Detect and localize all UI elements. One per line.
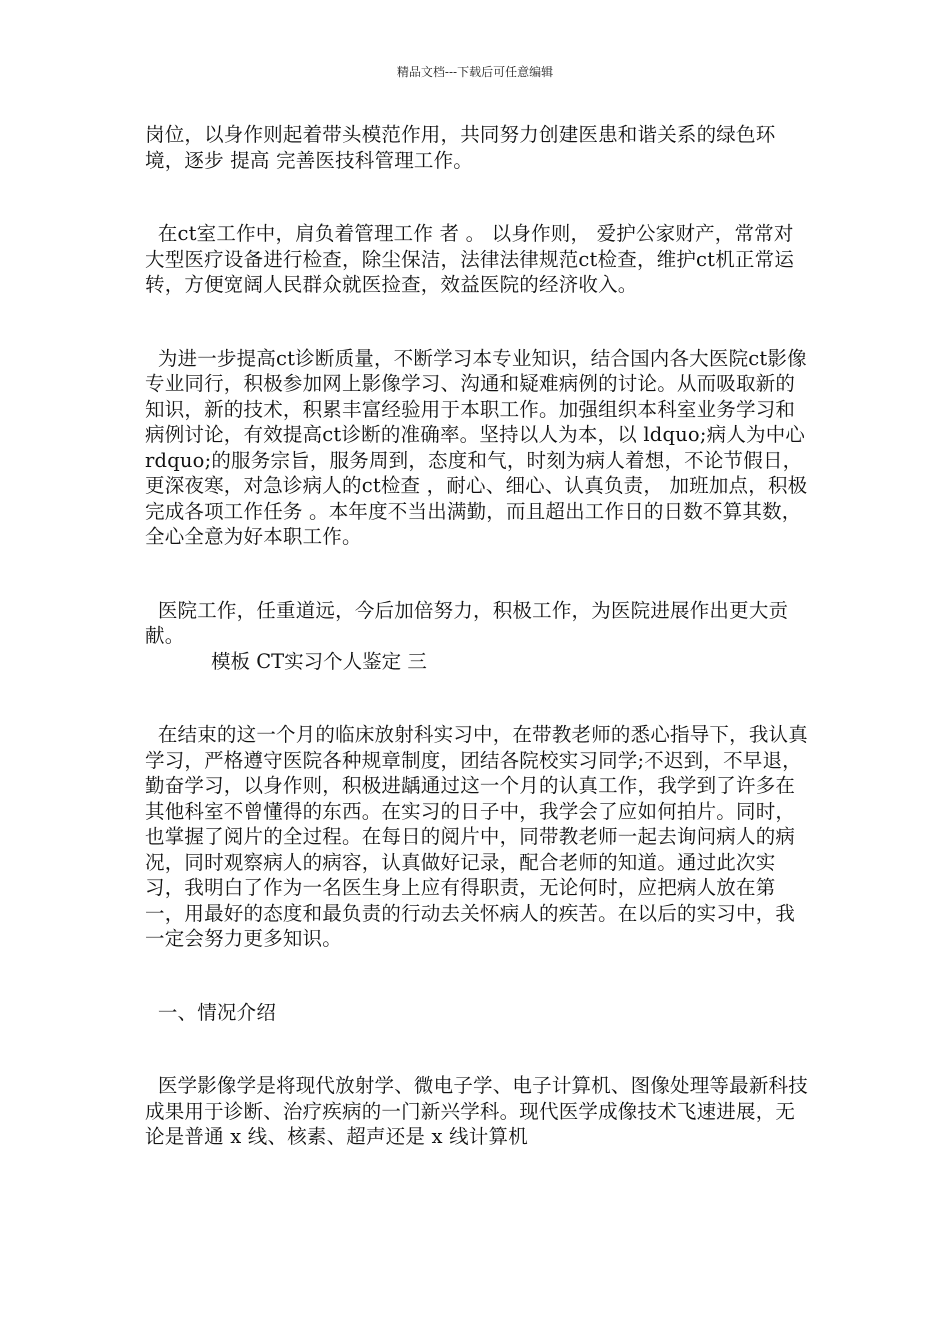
paragraph-spacer [145,1025,813,1073]
paragraph-5: 在结束的这一个月的临床放射科实习中，在带教老师的悉心指导下，我认真学习，严格遵守医院各种规章制度，团结各院校实习同学;不迟到，不早退，勤奋学习，以身作则，积极进龋通过这一个月的认真工作，我学到了许多在其他科室不曾懂得的东西。在实习的日子中，我学会了应如何拍片。同时，也掌握了阅片的全过程。在每日的阅片中，同带教老师一起去询问病人的病况，同时观察病人的病容，认真做好记录，配合老师的知道。通过此次实习，我明白了作为一名医生身上应有得职责，无论何时，应把病人放在第一，用最好的态度和最负责的行动去关怀病人的疾苦。在以后的实习中，我一定会努力更多知识。 [145,723,808,950]
paragraph-3: 为进一步提高ct诊断质量，不断学习本专业知识，结合国内各大医院ct影像专业同行，积极参加网上影像学习、沟通和疑难病例的讨论。从而吸取新的知识，新的技术，积累丰富经验用于本职工作。加强组织本科室业务学习和病例讨论，有效提高ct诊断的准确率。坚持以人为本，以 ldquo;病人为中心 rdquo;的服务宗旨，服务周到，态度和气，时刻为病人着想，不论节假日，更深夜寒，对急诊病人的ct检查 ，耐心、细心、认真负责， 加班加点，积极 完成各项工作任务 。本年度不当出满勤，而且超出工作日的日数不算其数，全心全意为好本职工作。 [145,346,814,548]
section-subtitle: 模板 CT实习个人鉴定 三 [211,649,427,673]
section-heading: 一、情况介绍 [145,1000,277,1024]
paragraph-4: 医院工作，任重道远，今后加倍努力，积极工作，为医院进展作出更大贡献。 [145,598,789,647]
paragraph-1: 岗位，以身作则起着带头模范作用，共同努力创建医患和谐关系的绿色环境，逐步 提高 完善医技科管理工作。 [145,123,776,172]
paragraph-spacer [145,173,813,221]
paragraph-2: 在ct室工作中，肩负着管理工作 者 。 以身作则， 爱护公家财产，常常对大型医疗设备进行检查，除尘保洁，法律法律规范ct检查，维护ct机正常运转，方便宽阔人民群众就医捡查，效益医院的经济收入。 [145,222,795,296]
paragraph-spacer [145,952,813,1000]
document-body [145,122,813,1150]
page-header: 精品文档---下载后可任意编辑 [396,65,554,79]
paragraph-spacer [145,674,813,722]
paragraph-7: 医学影像学是将现代放射学、微电子学、电子计算机、图像处理等最新科技成果用于诊断、治疗疾病的一门新兴学科。现代医学成像技术飞速进展，无论是普通 x 线、核素、超声还是 x 线计算机 [145,1074,808,1148]
paragraph-spacer [145,550,813,598]
paragraph-spacer [145,298,813,346]
